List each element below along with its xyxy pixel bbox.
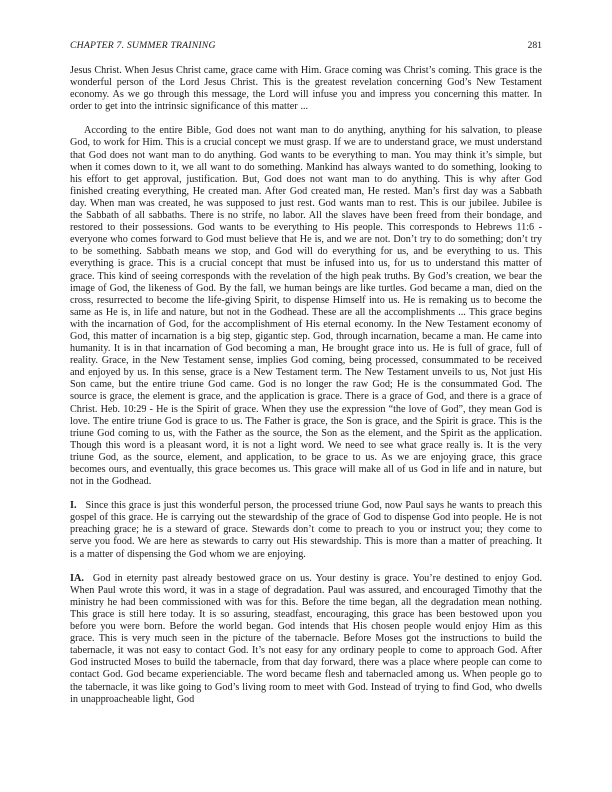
running-header (70, 40, 542, 51)
chapter-header: CHAPTER 7. SUMMER TRAINING (70, 40, 216, 51)
paragraph-text: God in eternity past already bestowed grace on us. Your destiny is grace. You’re destined to enjoy God. When Paul wrote this word, it was in a stage of degradation. Paul was assured, and encouraged Timothy that the ministry he had been commissioned with was for this. Before the time began, all the degradation mean nothing. This grace is still here today. It is so assuring, steadfast, encouraging, this grace has been bestowed upon you before you were born. Before the world began. God intends that His chosen people would enjoy Him as this grace. This is very much seen in the picture of the tabernacle. Before Moses got the instructions to build the tabernacle, it was not easy to contact God. It’s not easy for any ordinary people to come to approach God. After God instructed Moses to build the tabernacle, from that day forward, there was a place where people can come to contact God. God became experienciable. The word became flesh and tabernacled among us. When people go to the tabernacle, it was like going to God’s living room to meet with God. Instead of trying to find God, who dwells in unapproacheable light, God (70, 572, 542, 705)
paragraph-body (70, 125, 542, 488)
paragraph-point-IA (70, 573, 542, 706)
paragraph-text: Jesus Christ. When Jesus Christ came, grace came with Him. Grace coming was Christ’s coming. This grace is the wonderful person of the Lord Jesus Christ. This is the greatest revelation concerning God’s New Testament economy. As we go through this message, the Lord will infuse you and impress you concerning this matter. In order to get into the intrinsic significance of this matter ... (70, 65, 542, 113)
paragraph-text: According to the entire Bible, God does not want man to do anything, anything for his salvation, to please God, to work for Him. This is a crucial concept we must grasp. If we are to understand grace, we must understand that God does not want man to do anything. God wants to be everything to man. You may think it’s simple, but when it comes down to it, we all want to do something. Mankind has always wanted to do something, looking to his effort to get approval, justification. But, God does not want man to do anything. This is why after God finished creating everything, He created man. After God created man, He rested. Man’s first day was a Sabbath day. When man was created, he was supposed to just rest. God wants man to rest. This is our jubilee. Jubilee is the Sabbath of all sabbaths. There is no strife, no labor. All the slaves have been freed from their bondage, and restored to their possessions. God wants to be everything to His people. This corresponds to Hebrews 11:6 - everyone who comes forward to God must believe that He is, and we are not. Don’t try to do something; don’t try to be something. Sabbath means we stop, and God will do everything for us, and be everything to us. This everything is grace. This is a crucial concept that must be infused into us, for us to understand this matter of grace. This kind of seeing corresponds with the revelation of the high peak truths. By God’s creation, we bear the image of God, the likeness of God. By the fall, we human beings are like turtles. God became a man, died on the cross, resurrected to become the life-giving Spirit, to dispense Himself into us. He is remaking us to become the same as He is, in life and nature, but not in the Godhead. These are all the accomplishments ... This grace begins with the incarnation of God, for the accomplishment of His eternal economy. In the New Testament economy of God, this matter of incarnation is a big step, gigantic step. God, through incarnation, became a man. He came into humanity. It is in that incarnation of God becoming a man, He brought grace into us. He is full of grace, full of reality. Grace, in the New Testament sense, implies God coming, being processed, consummated to be received and enjoyed by us. In this sense, grace is a New Testament term. The New Testament unveils to us, Not just His Son came, but the entire triune God came. God is no longer the raw God; He is the consummated God. The source is grace, the element is grace, and the application is grace. There is a grace of God, and there is a grace of Christ. Heb. 10:29 - He is the Spirit of grace. When they use the expression “the love of God”, they mean God is love. The entire triune God is grace to us. The Father is grace, the Son is grace, and the Spirit is grace. This is the triune God coming to us, with the Father as the source, the Son as the element, and the Spirit as the application. Though this word is a pleasant word, it is not a light word. We need to see what grace really is. It is the very triune God, as the source, element, and application, to be grace to us. As we are enjoying grace, this grace becomes ours, and eventually, this grace becomes us. This grace will make all of us God in life and in nature, but not in the Godhead. (70, 125, 542, 488)
paragraph-lead-marker: IA. (70, 572, 84, 584)
paragraph-continuation (70, 65, 542, 113)
page-number: 281 (527, 40, 542, 51)
paragraph-text: Since this grace is just this wonderful person, the processed triune God, now Paul says he wants to preach this gospel of this grace. He is carrying out the stewardship of the grace of God to dispense God into people. He is not preaching grace; he is a steward of grace. Stewards don’t come to preach to you or instruct you; they come to serve you food. We are here as stewards to carry out His stewardship. This is more than a matter of preaching. It is a matter of dispensing the God whom we are enjoying. (70, 500, 542, 560)
body-text (70, 65, 542, 706)
paragraph-lead-marker: I. (70, 500, 77, 512)
paragraph-point-I (70, 500, 542, 560)
